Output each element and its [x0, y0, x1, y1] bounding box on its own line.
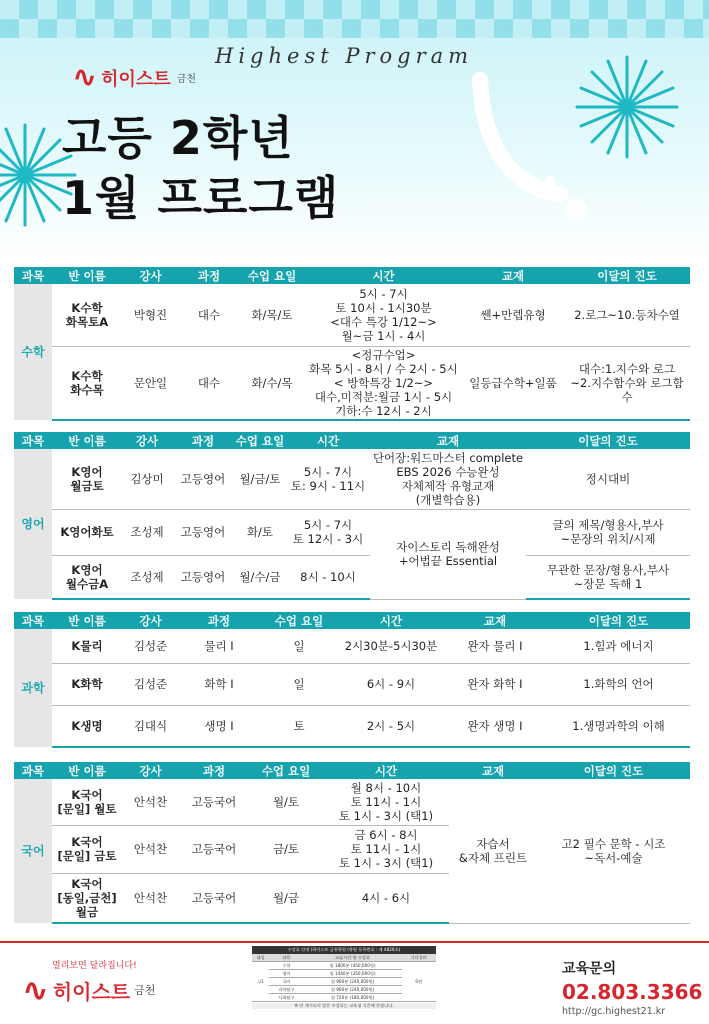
- col-course: 과정: [179, 612, 259, 629]
- logo-mark-icon: ∿: [72, 60, 98, 95]
- book-cell: 자습서 &자체 프린트: [449, 779, 537, 923]
- table-row: [14, 449, 690, 509]
- fee-col: 교습시간 및 수강료: [304, 954, 402, 962]
- english-section: [14, 432, 690, 600]
- progress-cell: 1.힘과 에너지: [547, 629, 690, 663]
- footer-divider: [0, 941, 709, 943]
- col-subject: 과목: [14, 612, 52, 629]
- col-days: 수업 요일: [235, 433, 285, 448]
- table-header: [14, 762, 690, 779]
- col-course: 과정: [179, 267, 239, 284]
- col-days: 수업 요일: [259, 612, 339, 629]
- book-cell: 일등급수학+일품: [462, 346, 564, 420]
- teacher-cell: 김상미: [122, 449, 172, 509]
- col-course: 과정: [172, 432, 234, 449]
- fee-subject: 과학탐구: [269, 986, 303, 994]
- course-cell: 고등국어: [179, 873, 249, 923]
- book-cell: 완자 화학 Ⅰ: [443, 663, 547, 705]
- fee-title: 수강료 안내 (하이스트 금천학원 (학원 등록번호 : 제 4826호): [252, 946, 436, 954]
- col-class: 반 이름: [52, 267, 122, 284]
- col-progress: 이달의 진도: [537, 762, 690, 779]
- course-cell: 고등국어: [179, 825, 249, 873]
- teacher-cell: 안석찬: [122, 779, 179, 825]
- col-progress: 이달의 진도: [564, 267, 690, 284]
- class-cell: K영어화토: [52, 509, 122, 555]
- class-cell: K생명: [52, 705, 122, 747]
- book-cell: 완자 물리 Ⅰ: [443, 629, 547, 663]
- title-line-2: 1월 프로그램: [62, 171, 340, 225]
- fee-subject: 사회탐구: [269, 994, 303, 1002]
- brand-logo: [72, 60, 196, 95]
- course-cell: 고등영어: [172, 555, 234, 599]
- progress-cell: 대수:1.지수와 로그 ~2.지수함수와 로그함수: [564, 346, 690, 420]
- progress-cell: 고2 필수 문학 - 시조 ~독서-예술: [537, 779, 690, 923]
- class-cell: K수학 화수목: [52, 346, 122, 420]
- subject-cell: 수학: [14, 284, 52, 420]
- time-cell: 6시 - 9시: [339, 663, 443, 705]
- days-cell: 월/금: [249, 873, 323, 923]
- course-cell: 화학 Ⅰ: [179, 663, 259, 705]
- fee-col: 대상: [252, 954, 269, 962]
- footer-slogan: 멀리보면 달라집니다!: [52, 961, 137, 971]
- days-cell: 화/수/목: [239, 346, 305, 420]
- course-cell: 대수: [179, 346, 239, 420]
- fee-subject: 국어: [269, 978, 303, 986]
- teacher-cell: 안석찬: [122, 825, 179, 873]
- teacher-cell: 문안일: [122, 346, 179, 420]
- table-row: [14, 284, 690, 346]
- table-row: [14, 346, 690, 420]
- col-teacher: 강사: [122, 612, 179, 629]
- time-cell: 5시 - 7시 토 10시 - 1시30분 <대수 특강 1/12~> 월~금 1시 - 4시: [305, 284, 462, 346]
- fee-amount: 월 720분 (180,000원): [304, 994, 402, 1002]
- time-cell: 5시 - 7시 토 12시 - 3시: [286, 509, 370, 555]
- brand-branch: 금천: [176, 74, 197, 85]
- teacher-cell: 조성제: [122, 555, 172, 599]
- hero-banner: [0, 0, 709, 262]
- col-progress: 이달의 진도: [547, 612, 690, 629]
- time-cell: 8시 - 10시: [286, 555, 370, 599]
- subject-cell: 영어: [14, 449, 52, 599]
- teacher-cell: 김성준: [122, 629, 179, 663]
- korean-section: [14, 762, 690, 924]
- time-cell: 금 6시 - 8시 토 11시 - 1시 토 1시 - 3시 (택1): [323, 825, 449, 873]
- col-subject: 과목: [14, 267, 52, 284]
- science-section: [14, 612, 690, 748]
- progress-cell: 2.로그~10.등차수열: [564, 284, 690, 346]
- fee-subject: 영어: [269, 970, 303, 978]
- fee-extra: 0원: [402, 962, 436, 1002]
- starburst-right-icon: [572, 52, 682, 162]
- col-time: 시간: [305, 267, 462, 284]
- col-class: 반 이름: [52, 612, 122, 629]
- fee-amount: 월 960분 (240,000원): [304, 978, 402, 986]
- table-row: [14, 705, 690, 747]
- footer-logo: [22, 958, 155, 1009]
- class-cell: K영어 월수금A: [52, 555, 122, 599]
- col-book: 교재: [443, 612, 547, 629]
- col-days: 수업 요일: [239, 267, 305, 284]
- book-cell: 단어장:워드마스터 complete EBS 2026 수능완성 자체제작 유형교재 (개별학습용): [370, 449, 526, 509]
- teacher-cell: 김성준: [122, 663, 179, 705]
- fee-col: 과목: [269, 954, 303, 962]
- col-subject: 과목: [14, 762, 52, 779]
- days-cell: 화/목/토: [239, 284, 305, 346]
- course-cell: 대수: [179, 284, 239, 346]
- days-cell: 일: [259, 663, 339, 705]
- days-cell: 토: [259, 705, 339, 747]
- logo-mark-icon: ∿: [22, 971, 49, 1009]
- table-row: [14, 555, 690, 599]
- teacher-cell: 김대식: [122, 705, 179, 747]
- col-book: 교재: [449, 762, 537, 779]
- title-line-1: 고등 2학년: [62, 111, 294, 165]
- col-time: 시간: [286, 432, 370, 449]
- progress-cell: 글의 제목/형용사,부사 ~문장의 위치/시제: [526, 509, 690, 555]
- col-book: 교재: [462, 267, 564, 284]
- class-cell: K수학 화목토A: [52, 284, 122, 346]
- fee-table: [252, 946, 436, 1009]
- course-cell: 고등영어: [172, 449, 234, 509]
- days-cell: 월/수/금: [234, 555, 286, 599]
- script-title: Highest Program: [215, 44, 474, 68]
- col-time: 시간: [323, 762, 449, 779]
- math-table: [14, 267, 690, 421]
- fee-amount: 월 1440분 (350,000원): [304, 970, 402, 978]
- fee-col: 기타경비: [402, 954, 436, 962]
- course-cell: 고등국어: [179, 779, 249, 825]
- footer-brand: 히이스트: [52, 979, 131, 1004]
- col-class: 반 이름: [52, 432, 122, 449]
- class-cell: K국어 [문일] 월토: [52, 779, 122, 825]
- days-cell: 일: [259, 629, 339, 663]
- days-cell: 화/토: [234, 509, 286, 555]
- teacher-cell: 조성제: [122, 509, 172, 555]
- col-class: 반 이름: [52, 762, 122, 779]
- book-cell: 쎈+만렙유형: [462, 284, 564, 346]
- progress-cell: 1.생명과학의 이해: [547, 705, 690, 747]
- days-cell: 월/금/토: [234, 449, 286, 509]
- subject-cell: 과학: [14, 629, 52, 747]
- contact-block: [562, 958, 702, 1017]
- footer-branch: 금천: [134, 984, 156, 997]
- course-cell: 물리 Ⅰ: [179, 629, 259, 663]
- class-cell: K화학: [52, 663, 122, 705]
- science-table: [14, 612, 690, 748]
- time-cell: 2시30분-5시30분: [339, 629, 443, 663]
- teacher-cell: 안석찬: [122, 873, 179, 923]
- table-row: [14, 663, 690, 705]
- days-cell: 월/토: [249, 779, 323, 825]
- time-cell: <정규수업> 화목 5시 - 8시 / 수 2시 - 5시 < 방학특강 1/2~> 대수,미적분:월금 1시 - 5시 기하:수 12시 - 2시: [305, 346, 462, 420]
- book-cell: 자이스토리 독해완성 +어법끝 Essential: [370, 509, 526, 599]
- class-cell: K물리: [52, 629, 122, 663]
- time-cell: 5시 - 7시 토: 9시 - 11시: [286, 449, 370, 509]
- fee-subject: 수학: [269, 962, 303, 970]
- subject-cell: 국어: [14, 779, 52, 923]
- website-link[interactable]: http://gc.highest21.kr: [562, 1006, 666, 1017]
- bubble-dot: [545, 176, 555, 186]
- table-header: [14, 432, 690, 449]
- table-row: [14, 779, 690, 825]
- phone-number[interactable]: 02.803.3366: [562, 980, 703, 1004]
- col-teacher: 강사: [122, 267, 179, 284]
- table-row: [14, 629, 690, 663]
- course-cell: 고등영어: [172, 509, 234, 555]
- col-progress: 이달의 진도: [526, 432, 690, 449]
- time-cell: 2시 - 5시: [339, 705, 443, 747]
- checker-border: [0, 0, 709, 38]
- table-row: [14, 509, 690, 555]
- time-cell: 4시 - 6시: [323, 873, 449, 923]
- math-section: [14, 267, 690, 421]
- table-header: [14, 267, 690, 284]
- page-title: [62, 108, 339, 228]
- col-subject: 과목: [14, 432, 52, 449]
- class-cell: K국어 [동일,금천] 월금: [52, 873, 122, 923]
- col-course: 과정: [179, 762, 249, 779]
- teacher-cell: 박형진: [122, 284, 179, 346]
- class-cell: K영어 월금토: [52, 449, 122, 509]
- class-cell: K국어 [문일] 금토: [52, 825, 122, 873]
- progress-cell: 무관한 문장/형용사,부사 ~장문 독해 1: [526, 555, 690, 599]
- arc-decoration: [460, 70, 570, 210]
- col-teacher: 강사: [122, 432, 172, 449]
- progress-cell: 정시대비: [526, 449, 690, 509]
- table-header: [14, 612, 690, 629]
- fee-note: ※ 단 게시되지 않은 수강료는 교육청 기준에 준합니다.: [252, 1003, 436, 1009]
- col-days: 수업 요일: [249, 762, 323, 779]
- korean-table: [14, 762, 690, 924]
- col-book: 교재: [370, 432, 526, 449]
- book-cell: 완자 생명 Ⅰ: [443, 705, 547, 747]
- fee-amount: 월 960분 (240,000원): [304, 986, 402, 994]
- course-cell: 생명 Ⅰ: [179, 705, 259, 747]
- days-cell: 금/토: [249, 825, 323, 873]
- english-table: [14, 432, 690, 600]
- col-teacher: 강사: [122, 762, 179, 779]
- bubble-dot: [565, 198, 587, 220]
- fee-target: 고1: [252, 962, 269, 1002]
- progress-cell: 1.화학의 언어: [547, 663, 690, 705]
- contact-label: 교육문의: [562, 961, 617, 977]
- fee-amount: 월 1800분 (450,000원): [304, 962, 402, 970]
- time-cell: 월 8시 - 10시 토 11시 - 1시 토 1시 - 3시 (택1): [323, 779, 449, 825]
- col-time: 시간: [339, 612, 443, 629]
- brand-name: 히이스트: [101, 68, 171, 90]
